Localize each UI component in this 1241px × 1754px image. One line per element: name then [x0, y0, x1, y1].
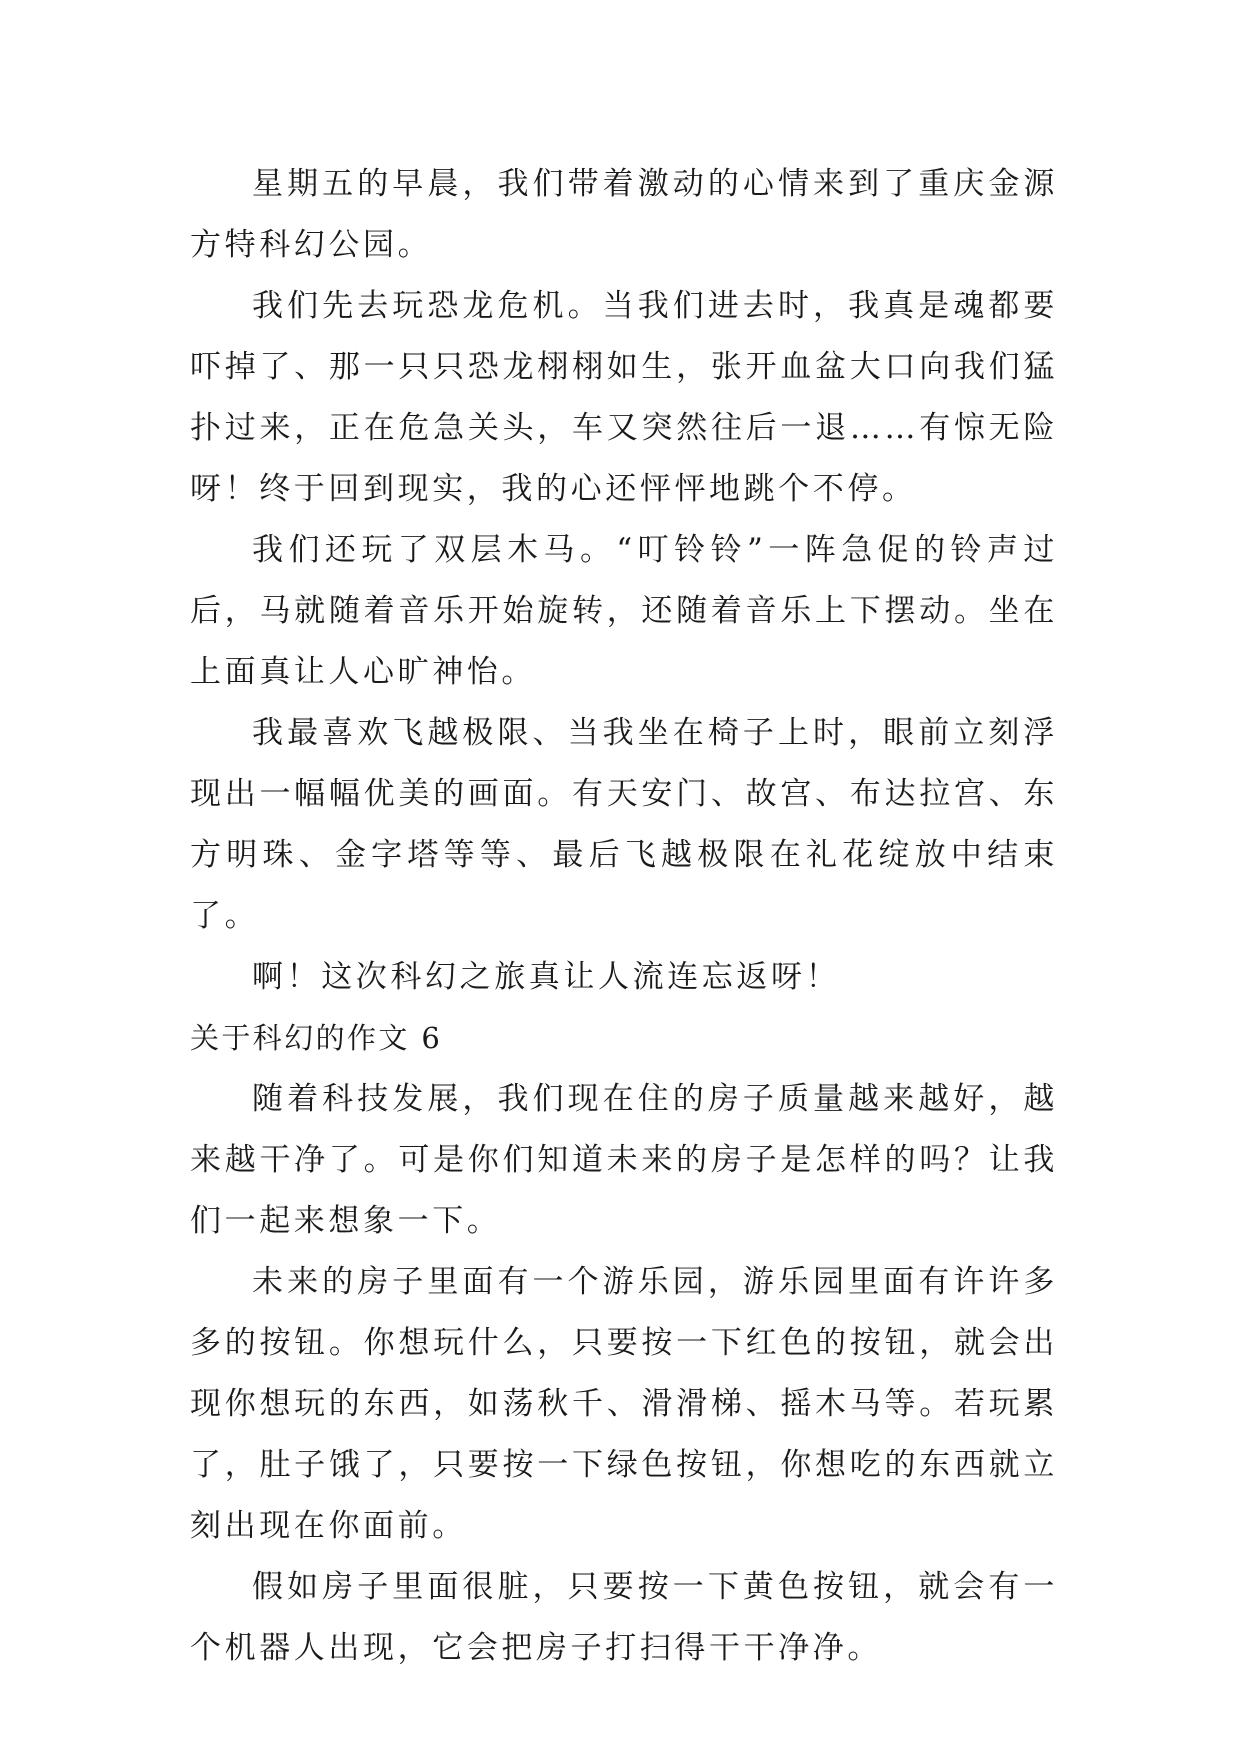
paragraph-visit-park: 星期五的早晨，我们带着激动的心情来到了重庆金源方特科幻公园。 [190, 166, 1058, 263]
paragraph-dinosaur-crisis: 我们先去玩恐龙危机。当我们进去时，我真是魂都要吓掉了、那一只只恐龙栩栩如生，张开血盆大口向我们猛扑过来，正在危急关头，车又突然往后一退……有惊无险呀！终于回到现实，我的心还怦怦地跳个不停。 [190, 288, 1058, 507]
paragraph-conclusion: 啊！这次科幻之旅真让人流连忘返呀！ [252, 959, 841, 995]
paragraph-playground: 未来的房子里面有一个游乐园，游乐园里面有许许多多的按钮。你想玩什么，只要按一下红色的按钮，就会出现你想玩的东西，如荡秋千、滑滑梯、摇木马等。若玩累了，肚子饿了，只要按一下绿色按钮，你想吃的东西就立刻出现在你面前。 [190, 1264, 1058, 1544]
essay-heading: 关于科幻的作文 6 [190, 1021, 443, 1055]
paragraph-future-intro: 随着科技发展，我们现在住的房子质量越来越好，越来越干净了。可是你们知道未来的房子是怎样的吗？让我们一起来想象一下。 [190, 1081, 1058, 1239]
paragraph-flying-limit: 我最喜欢飞越极限、当我坐在椅子上时，眼前立刻浮现出一幅幅优美的画面。有天安门、故宫、布达拉宫、东方明珠、金字塔等等、最后飞越极限在礼花绽放中结束了。 [190, 715, 1058, 934]
paragraph-carousel: 我们还玩了双层木马。“叮铃铃”一阵急促的铃声过后，马就随着音乐开始旋转，还随着音乐上下摆动。坐在上面真让人心旷神怡。 [190, 532, 1058, 690]
document-page [190, 154, 1058, 1679]
paragraph-cleaning-robot: 假如房子里面很脏，只要按一下黄色按钮，就会有一个机器人出现，它会把房子打扫得干干净净。 [190, 1569, 1058, 1666]
